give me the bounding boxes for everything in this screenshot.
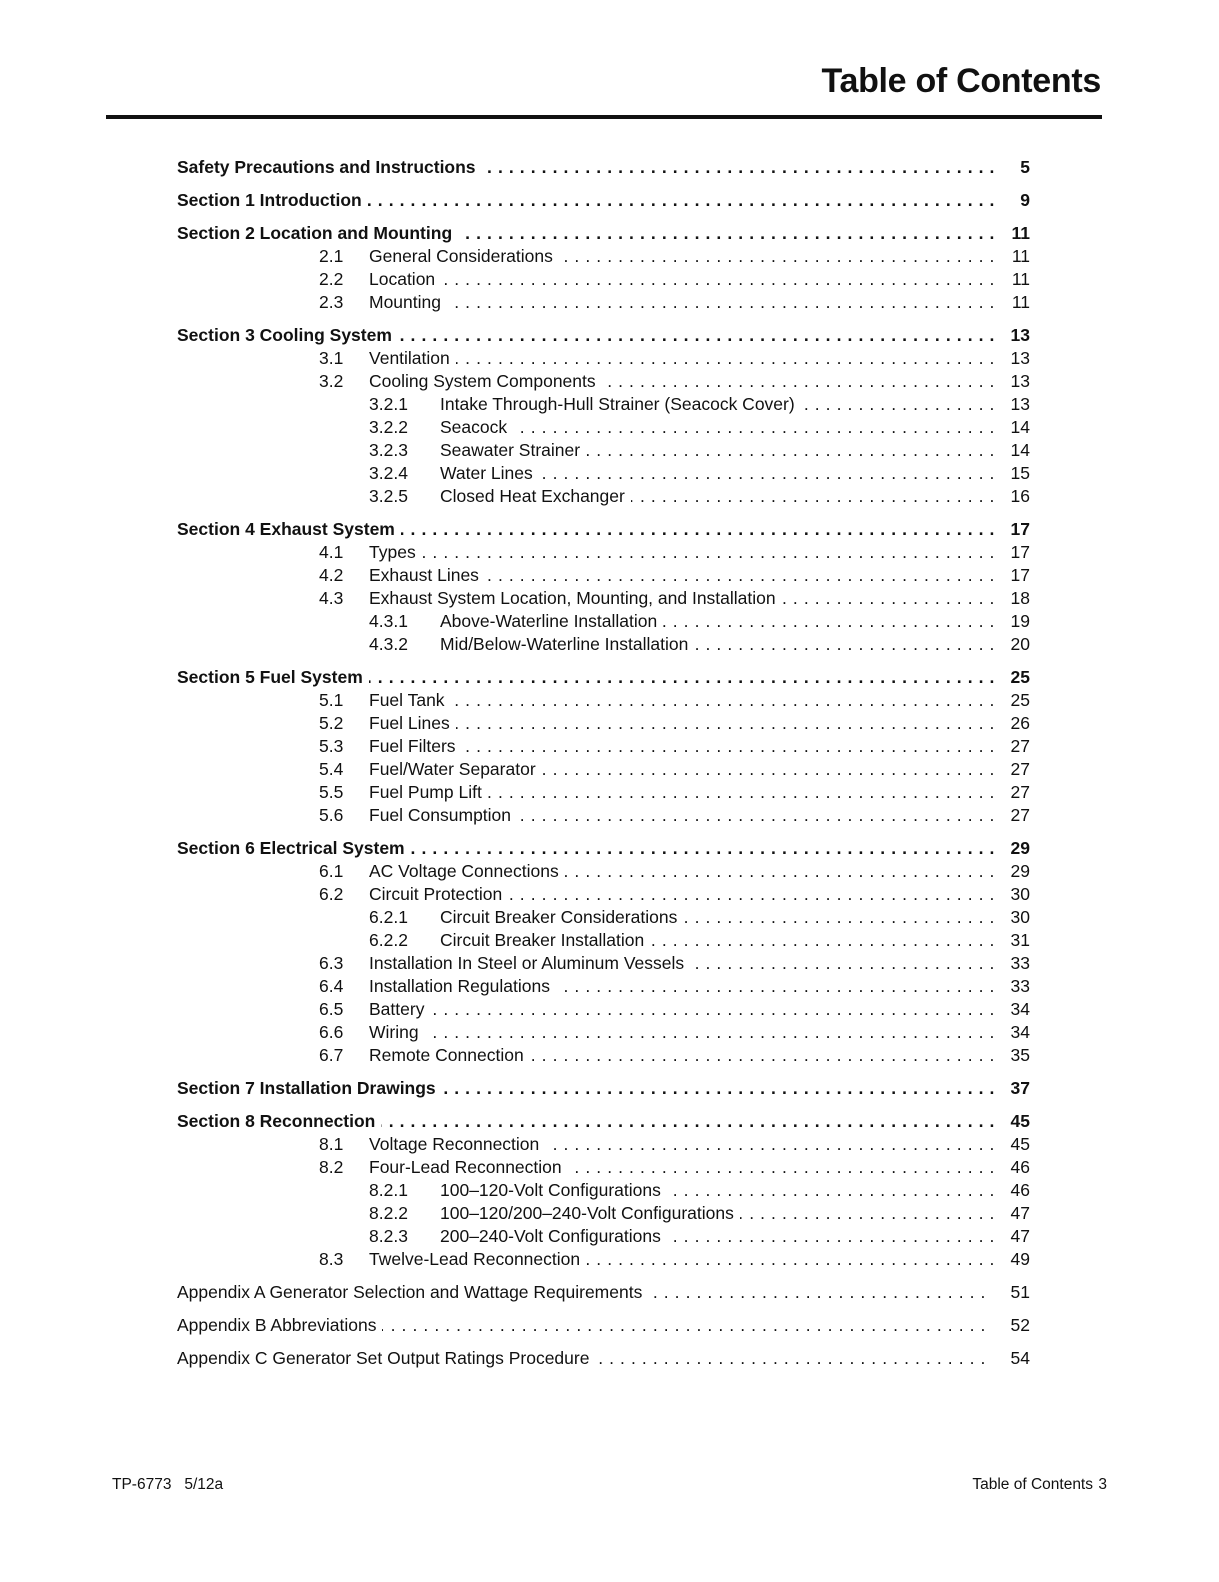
toc-entry-number: 8.2.1 — [369, 1180, 408, 1200]
toc-entry-page: 13 — [1010, 394, 1030, 414]
toc-entry-label-text: Remote Connection — [369, 1045, 530, 1065]
toc-entry-label — [369, 1248, 995, 1271]
toc-subsection-entry[interactable] — [177, 1225, 1030, 1248]
toc-entry-page: 49 — [1010, 1249, 1030, 1269]
footer-section: Table of Contents — [972, 1476, 1093, 1493]
toc-entry-number: 6.2 — [319, 884, 344, 904]
toc-entry-page: 51 — [1010, 1282, 1030, 1302]
toc-entry-label — [440, 485, 995, 508]
toc-subsection-entry[interactable] — [177, 485, 1030, 508]
toc-entry-number: 2.2 — [319, 269, 344, 289]
toc-entry-number: 8.2.3 — [369, 1226, 408, 1246]
toc-section-entry[interactable] — [177, 517, 1030, 541]
toc-entry-page: 14 — [1010, 417, 1030, 437]
toc-entry-page: 26 — [1010, 713, 1030, 733]
toc-entry-number: 8.2 — [319, 1157, 344, 1177]
toc-section-entry[interactable] — [177, 1109, 1030, 1133]
toc-appendix-entry[interactable] — [177, 1346, 1030, 1370]
toc-subsection-entry[interactable] — [177, 998, 1030, 1021]
toc-entry-label — [369, 1044, 995, 1067]
toc-entry-label — [369, 1133, 995, 1156]
toc-entry-label-text: Water Lines — [440, 463, 539, 483]
toc-appendix-entry[interactable] — [177, 1313, 1030, 1337]
toc-subsection-entry[interactable] — [177, 462, 1030, 485]
toc-subsection-entry[interactable] — [177, 712, 1030, 735]
toc-entry-label — [440, 906, 995, 929]
toc-entry-number: 5.4 — [319, 759, 344, 779]
toc-entry-number: 4.3.1 — [369, 611, 408, 631]
toc-entry-page: 30 — [1010, 907, 1030, 927]
toc-entry-page: 46 — [1010, 1157, 1030, 1177]
toc-entry-number: 2.3 — [319, 292, 344, 312]
toc-entry-page: 11 — [1011, 246, 1030, 266]
toc-entry-number: 4.3 — [319, 588, 344, 608]
toc-entry-label — [369, 587, 995, 610]
toc-subsection-entry[interactable] — [177, 1179, 1030, 1202]
toc-entry-label-text: Battery — [369, 999, 430, 1019]
toc-entry-label — [177, 836, 995, 860]
toc-entry-number: 3.2.2 — [369, 417, 408, 437]
toc-entry-page: 34 — [1010, 1022, 1030, 1042]
toc-entry-label-text: Twelve-Lead Reconnection — [369, 1249, 586, 1269]
toc-entry-label — [369, 370, 995, 393]
toc-entry-label-text: Installation In Steel or Aluminum Vessels — [369, 953, 690, 973]
toc-entry-page: 54 — [1010, 1348, 1030, 1368]
toc-entry-label-text: Exhaust Lines — [369, 565, 485, 585]
toc-entry-label-text: Circuit Breaker Considerations — [440, 907, 683, 927]
toc-section-entry[interactable] — [177, 1076, 1030, 1100]
toc-entry-label-text: Wiring — [369, 1022, 425, 1042]
toc-entry-label-text: Voltage Reconnection — [369, 1134, 545, 1154]
toc-entry-label-text: Appendix A Generator Selection and Wattage Requirements — [177, 1282, 648, 1302]
toc-subsection-entry[interactable] — [177, 393, 1030, 416]
toc-entry-page: 15 — [1010, 463, 1030, 483]
toc-entry-number: 5.6 — [319, 805, 344, 825]
toc-entry-label — [369, 1156, 995, 1179]
toc-entry-label-text: 200–240-Volt Configurations — [440, 1226, 667, 1246]
table-of-contents — [177, 155, 1030, 1370]
toc-entry-number: 5.2 — [319, 713, 344, 733]
toc-entry-label-text: Section 8 Reconnection — [177, 1111, 381, 1131]
toc-section-entry[interactable] — [177, 221, 1030, 245]
toc-entry-label — [440, 1202, 995, 1225]
toc-entry-label-text: Ventilation — [369, 348, 456, 368]
toc-entry-label — [440, 416, 995, 439]
toc-entry-label-text: Section 2 Location and Mounting — [177, 223, 458, 243]
toc-entry-label — [177, 1280, 986, 1304]
toc-entry-label-text: Circuit Protection — [369, 884, 508, 904]
toc-entry-number: 4.3.2 — [369, 634, 408, 654]
toc-entry-label — [369, 245, 995, 268]
toc-entry-number: 5.1 — [319, 690, 344, 710]
toc-entry-page: 11 — [1011, 269, 1030, 289]
toc-entry-page: 13 — [1010, 371, 1030, 391]
toc-entry-label-text: 100–120/200–240-Volt Configurations — [440, 1203, 740, 1223]
toc-subsection-entry[interactable] — [177, 1156, 1030, 1179]
toc-entry-label — [440, 929, 995, 952]
toc-entry-label-text: Intake Through-Hull Strainer (Seacock Cover) — [440, 394, 801, 414]
toc-entry-number: 6.1 — [319, 861, 344, 881]
toc-section-entry[interactable] — [177, 155, 1030, 179]
toc-entry-page: 27 — [1010, 736, 1030, 756]
toc-section-entry[interactable] — [177, 836, 1030, 860]
toc-entry-page: 5 — [1020, 157, 1030, 177]
toc-entry-page: 33 — [1010, 953, 1030, 973]
toc-entry-label — [369, 268, 995, 291]
toc-subsection-entry[interactable] — [177, 883, 1030, 906]
toc-entry-page: 25 — [1010, 690, 1030, 710]
toc-entry-page: 13 — [1010, 325, 1030, 345]
toc-entry-number: 6.6 — [319, 1022, 344, 1042]
toc-entry-label-text: Seawater Strainer — [440, 440, 586, 460]
toc-entry-number: 6.2.2 — [369, 930, 408, 950]
toc-entry-page: 47 — [1010, 1203, 1030, 1223]
toc-entry-label-text: Cooling System Components — [369, 371, 602, 391]
toc-entry-label-text: Circuit Breaker Installation — [440, 930, 650, 950]
toc-entry-page: 17 — [1010, 542, 1030, 562]
toc-entry-label-text: Fuel Consumption — [369, 805, 517, 825]
toc-entry-label — [440, 439, 995, 462]
toc-entry-label — [369, 1021, 995, 1044]
toc-entry-label — [369, 541, 995, 564]
toc-subsection-entry[interactable] — [177, 633, 1030, 656]
toc-entry-label — [440, 633, 995, 656]
toc-subsection-entry[interactable] — [177, 541, 1030, 564]
toc-subsection-entry[interactable] — [177, 1021, 1030, 1044]
toc-entry-label — [440, 1225, 995, 1248]
toc-subsection-entry[interactable] — [177, 347, 1030, 370]
toc-entry-number: 5.3 — [319, 736, 344, 756]
toc-entry-label-text: Appendix C Generator Set Output Ratings Procedure — [177, 1348, 595, 1368]
toc-subsection-entry[interactable] — [177, 804, 1030, 827]
toc-entry-page: 13 — [1010, 348, 1030, 368]
toc-entry-label-text: Section 7 Installation Drawings — [177, 1078, 442, 1098]
toc-entry-label-text: 100–120-Volt Configurations — [440, 1180, 667, 1200]
toc-subsection-entry[interactable] — [177, 268, 1030, 291]
toc-entry-page: 37 — [1010, 1078, 1030, 1098]
toc-entry-label — [369, 975, 995, 998]
toc-entry-page: 46 — [1010, 1180, 1030, 1200]
toc-entry-label — [369, 781, 995, 804]
toc-entry-label — [177, 665, 995, 689]
toc-entry-page: 27 — [1010, 782, 1030, 802]
toc-entry-label — [177, 1346, 986, 1370]
toc-entry-label-text: Closed Heat Exchanger — [440, 486, 631, 506]
toc-entry-label — [177, 517, 995, 541]
toc-subsection-entry[interactable] — [177, 1202, 1030, 1225]
toc-entry-label — [440, 1179, 995, 1202]
toc-entry-number: 6.3 — [319, 953, 344, 973]
toc-entry-number: 3.2.1 — [369, 394, 408, 414]
toc-entry-label — [177, 188, 995, 212]
toc-subsection-entry[interactable] — [177, 416, 1030, 439]
toc-entry-label-text: Section 3 Cooling System — [177, 325, 398, 345]
toc-entry-page: 16 — [1010, 486, 1030, 506]
toc-entry-label-text: Four-Lead Reconnection — [369, 1157, 568, 1177]
toc-entry-page: 18 — [1010, 588, 1030, 608]
toc-entry-page: 9 — [1020, 190, 1030, 210]
toc-entry-number: 3.2.5 — [369, 486, 408, 506]
toc-entry-page: 35 — [1010, 1045, 1030, 1065]
toc-entry-label — [177, 323, 995, 347]
footer-doc-id: TP-6773 5/12a — [112, 1476, 224, 1493]
toc-entry-label — [369, 291, 995, 314]
toc-subsection-entry[interactable] — [177, 758, 1030, 781]
toc-entry-number: 3.1 — [319, 348, 344, 368]
toc-entry-page: 11 — [1011, 223, 1030, 243]
toc-subsection-entry[interactable] — [177, 291, 1030, 314]
toc-entry-page: 31 — [1010, 930, 1030, 950]
toc-entry-number: 6.5 — [319, 999, 344, 1019]
toc-entry-label — [369, 347, 995, 370]
toc-subsection-entry[interactable] — [177, 906, 1030, 929]
toc-entry-label-text: Section 4 Exhaust System — [177, 519, 401, 539]
toc-entry-label-text: Installation Regulations — [369, 976, 556, 996]
toc-entry-page: 14 — [1010, 440, 1030, 460]
title-rule — [106, 115, 1102, 119]
toc-entry-number: 5.5 — [319, 782, 344, 802]
toc-subsection-entry[interactable] — [177, 781, 1030, 804]
toc-entry-page: 34 — [1010, 999, 1030, 1019]
toc-subsection-entry[interactable] — [177, 1133, 1030, 1156]
toc-entry-label — [369, 883, 995, 906]
toc-entry-label — [369, 860, 995, 883]
toc-entry-page: 45 — [1010, 1111, 1030, 1131]
toc-entry-label — [369, 998, 995, 1021]
toc-entry-label-text: Fuel Lines — [369, 713, 456, 733]
toc-entry-label — [440, 610, 995, 633]
toc-subsection-entry[interactable] — [177, 975, 1030, 998]
toc-entry-label — [440, 393, 995, 416]
toc-subsection-entry[interactable] — [177, 610, 1030, 633]
toc-section-entry[interactable] — [177, 323, 1030, 347]
toc-appendix-entry[interactable] — [177, 1280, 1030, 1304]
toc-subsection-entry[interactable] — [177, 860, 1030, 883]
toc-entry-label — [369, 689, 995, 712]
toc-entry-label-text: Fuel Tank — [369, 690, 451, 710]
toc-entry-page: 17 — [1010, 519, 1030, 539]
toc-entry-label-text: Safety Precautions and Instructions — [177, 157, 482, 177]
toc-subsection-entry[interactable] — [177, 439, 1030, 462]
toc-subsection-entry[interactable] — [177, 245, 1030, 268]
toc-entry-page: 11 — [1011, 292, 1030, 312]
toc-subsection-entry[interactable] — [177, 1044, 1030, 1067]
toc-entry-page: 29 — [1010, 861, 1030, 881]
toc-subsection-entry[interactable] — [177, 689, 1030, 712]
footer-page-number: 3 — [1098, 1476, 1107, 1493]
toc-entry-label-text: Section 6 Electrical System — [177, 838, 411, 858]
page-title: Table of Contents — [821, 62, 1101, 100]
toc-entry-label — [369, 735, 995, 758]
toc-entry-number: 3.2.4 — [369, 463, 408, 483]
toc-entry-number: 2.1 — [319, 246, 344, 266]
toc-entry-label-text: Exhaust System Location, Mounting, and Installation — [369, 588, 782, 608]
toc-entry-number: 3.2 — [319, 371, 344, 391]
toc-subsection-entry[interactable] — [177, 929, 1030, 952]
toc-entry-label-text: Mounting — [369, 292, 447, 312]
toc-entry-label — [369, 758, 995, 781]
toc-entry-page: 30 — [1010, 884, 1030, 904]
toc-entry-page: 33 — [1010, 976, 1030, 996]
toc-entry-label-text: Section 5 Fuel System — [177, 667, 369, 687]
toc-entry-number: 6.2.1 — [369, 907, 408, 927]
toc-entry-label-text: General Considerations — [369, 246, 559, 266]
toc-entry-label-text: Seacock — [440, 417, 513, 437]
toc-subsection-entry[interactable] — [177, 952, 1030, 975]
toc-entry-page: 29 — [1010, 838, 1030, 858]
toc-entry-label-text: Above-Waterline Installation — [440, 611, 663, 631]
toc-entry-page: 19 — [1010, 611, 1030, 631]
toc-entry-number: 8.2.2 — [369, 1203, 408, 1223]
toc-entry-label — [177, 155, 995, 179]
toc-entry-number: 8.3 — [319, 1249, 344, 1269]
toc-entry-number: 3.2.3 — [369, 440, 408, 460]
toc-section-entry[interactable] — [177, 188, 1030, 212]
toc-entry-page: 20 — [1010, 634, 1030, 654]
toc-subsection-entry[interactable] — [177, 1248, 1030, 1271]
toc-entry-number: 6.4 — [319, 976, 344, 996]
toc-entry-label-text: Fuel Pump Lift — [369, 782, 488, 802]
toc-entry-page: 25 — [1010, 667, 1030, 687]
toc-entry-number: 6.7 — [319, 1045, 344, 1065]
toc-entry-page: 27 — [1010, 759, 1030, 779]
toc-entry-label-text: Section 1 Introduction — [177, 190, 368, 210]
toc-entry-label-text: Location — [369, 269, 441, 289]
toc-entry-label-text: Appendix B Abbreviations — [177, 1315, 382, 1335]
toc-entry-label — [177, 1313, 986, 1337]
toc-entry-page: 27 — [1010, 805, 1030, 825]
toc-entry-label — [369, 952, 995, 975]
toc-subsection-entry[interactable] — [177, 370, 1030, 393]
toc-entry-number: 4.1 — [319, 542, 344, 562]
toc-entry-label — [177, 221, 995, 245]
toc-entry-label-text: AC Voltage Connections — [369, 861, 565, 881]
toc-subsection-entry[interactable] — [177, 564, 1030, 587]
toc-section-entry[interactable] — [177, 665, 1030, 689]
toc-entry-page: 47 — [1010, 1226, 1030, 1246]
toc-subsection-entry[interactable] — [177, 587, 1030, 610]
toc-entry-label — [177, 1109, 995, 1133]
toc-entry-label — [369, 564, 995, 587]
toc-entry-label — [369, 712, 995, 735]
toc-entry-page: 45 — [1010, 1134, 1030, 1154]
toc-entry-label — [177, 1076, 995, 1100]
toc-entry-number: 4.2 — [319, 565, 344, 585]
toc-entry-number: 8.1 — [319, 1134, 344, 1154]
toc-entry-label-text: Fuel Filters — [369, 736, 462, 756]
toc-entry-label-text: Fuel/Water Separator — [369, 759, 542, 779]
toc-entry-label — [369, 804, 995, 827]
toc-entry-page: 52 — [1010, 1315, 1030, 1335]
toc-subsection-entry[interactable] — [177, 735, 1030, 758]
toc-entry-label — [440, 462, 995, 485]
toc-entry-label-text: Types — [369, 542, 422, 562]
toc-entry-label-text: Mid/Below-Waterline Installation — [440, 634, 694, 654]
toc-entry-page: 17 — [1010, 565, 1030, 585]
